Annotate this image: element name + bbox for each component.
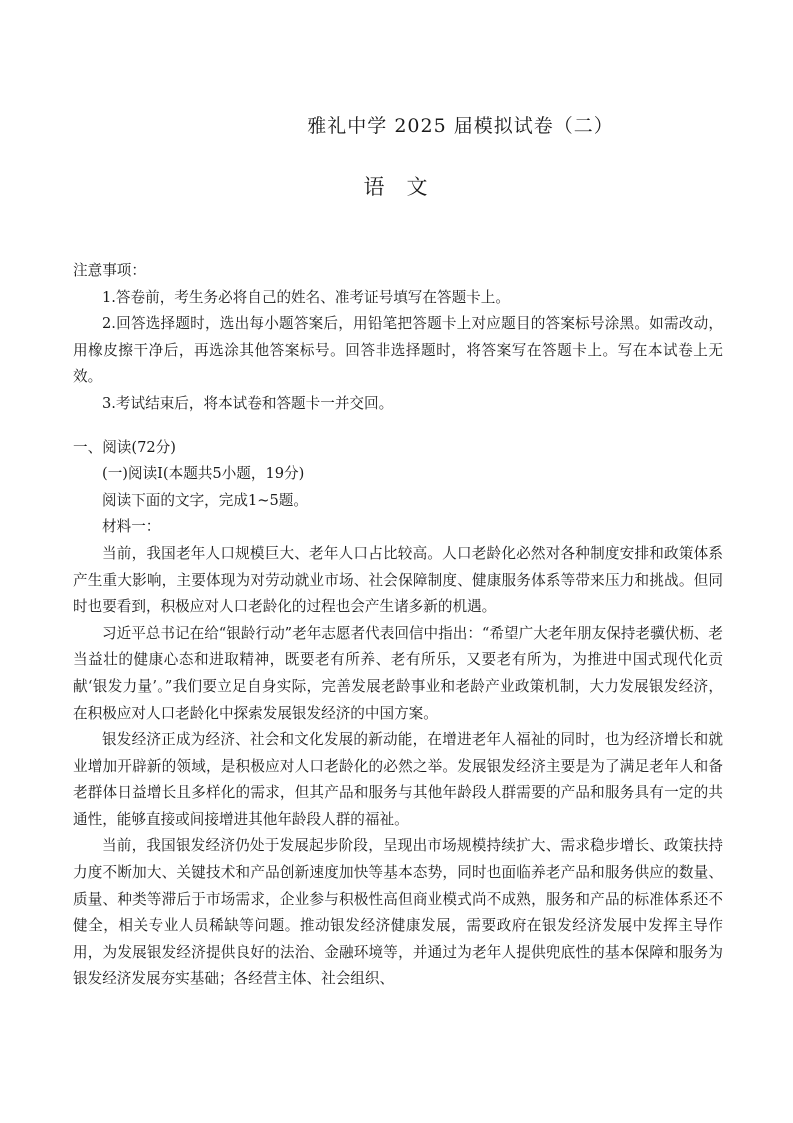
subject-title: 语文 — [363, 175, 450, 199]
section-instruction: 阅读下面的文字，完成1~5题。 — [102, 491, 308, 509]
section-heading: 一、阅读(72分) — [73, 438, 176, 456]
material-paragraph-3: 银发经济正成为经济、社会和文化发展的新动能，在增进老年人福祉的同时，也为经济增长和就业增加开辟新的领域，是积极应对人口老龄化的必然之举。发展银发经济主要是为了满足老年人和备老群体日益增长且多样化的需求，但其产品和服务与其他年龄段人群需要的产品和服务具有一定的共通性，能够直接或间接增进其他年龄段人群的福祉。 — [73, 731, 723, 828]
notice-item-2: 2.回答选择题时，选出每小题答案后，用铅笔把答题卡上对应题目的答案标号涂黑。如需改动，用橡皮擦干净后，再选涂其他答案标号。回答非选择题时，将答案写在答题卡上。写在本试卷上无效。 — [73, 315, 723, 386]
section-subheading: (一)阅读Ⅰ(本题共5小题，19分) — [102, 465, 305, 483]
exam-body — [73, 258, 723, 993]
exam-title: 雅礼中学 2025 届模拟试卷（二） — [307, 115, 614, 137]
material-paragraph-2: 习近平总书记在给“银龄行动”老年志愿者代表回信中指出：“希望广大老年朋友保持老骥伏枥、老当益壮的健康心态和进取精神，既要老有所养、老有所乐，又要老有所为，为推进中国式现代化贡献‘银发力量’。”我们要立足自身实际，完善发展老龄事业和老龄产业政策机制，大力发展银发经济，在积极应对人口老龄化中探索发展银发经济的中国方案。 — [73, 624, 723, 722]
spacer — [73, 418, 723, 435]
notice-heading: 注意事项： — [73, 262, 146, 279]
notice-item-1: 1.答卷前，考生务必将自己的姓名、准考证号填写在答题卡上。 — [102, 288, 510, 306]
notice-item-3: 3.考试结束后，将本试卷和答题卡一并交回。 — [102, 394, 394, 412]
material-paragraph-4: 当前，我国银发经济仍处于发展起步阶段，呈现出市场规模持续扩大、需求稳步增长、政策扶持力度不断加大、关键技术和产品创新速度加快等基本态势，同时也面临养老产品和服务供应的数量、质量、种类等滞后于市场需求，企业参与积极性高但商业模式尚不成熟，服务和产品的标准体系还不健全，相关专业人员稀缺等问题。推动银发经济健康发展，需要政府在银发经济发展中发挥主导作用，为发展银发经济提供良好的法治、金融环境等，并通过为老年人提供兜底性的基本保障和服务为银发经济发展夯实基础；各经营主体、社会组织、 — [73, 837, 723, 988]
material-paragraph-1: 当前，我国老年人口规模巨大、老年人口占比较高。人口老龄化必然对各种制度安排和政策体系产生重大影响，主要体现为对劳动就业市场、社会保障制度、健康服务体系等带来压力和挑战。但同时也要看到，积极应对人口老龄化的过程也会产生诸多新的机遇。 — [73, 544, 723, 616]
material-label: 材料一： — [102, 518, 161, 536]
